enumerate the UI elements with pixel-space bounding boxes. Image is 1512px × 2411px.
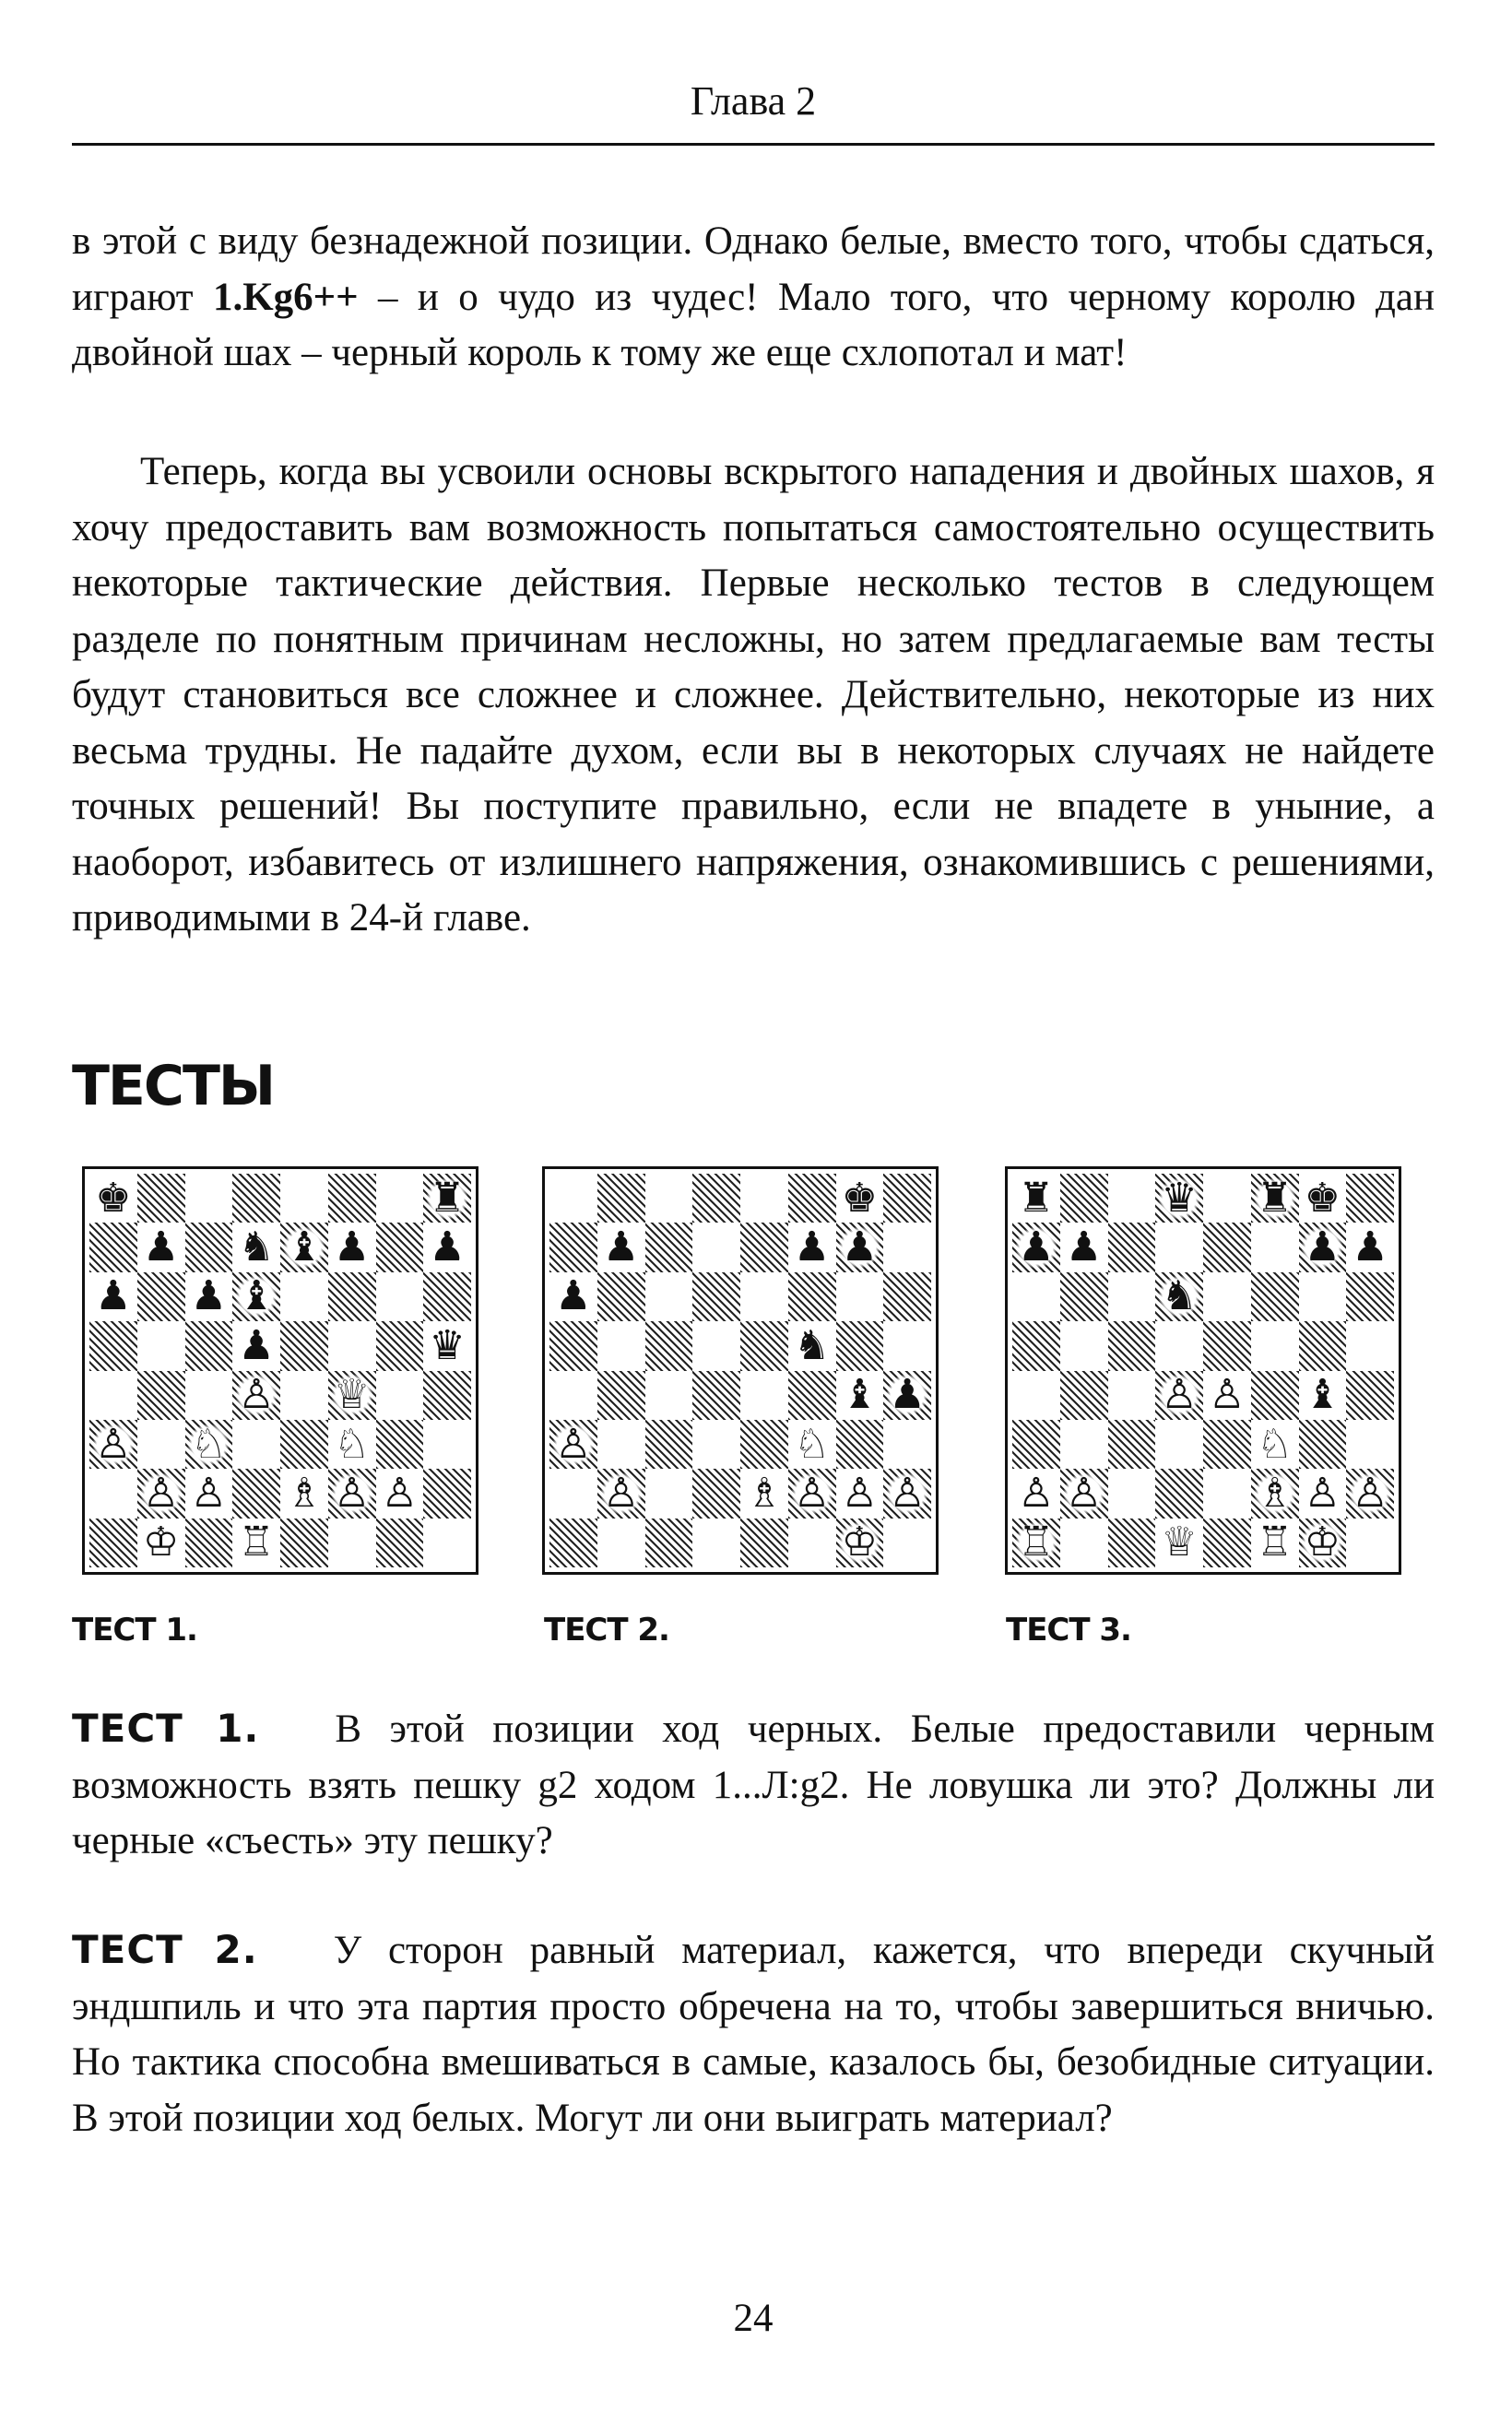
square-c7 bbox=[645, 1223, 693, 1271]
square-a5 bbox=[549, 1321, 597, 1370]
chess-diagram-1 bbox=[82, 1166, 478, 1575]
square-h1 bbox=[1346, 1519, 1394, 1567]
square-e3 bbox=[280, 1420, 328, 1469]
white-pawn-icon: ♙ bbox=[378, 1472, 420, 1515]
square-c5 bbox=[1108, 1321, 1156, 1370]
square-f1 bbox=[1251, 1519, 1299, 1567]
square-e8 bbox=[740, 1174, 788, 1223]
white-pawn-icon: ♙ bbox=[886, 1472, 928, 1515]
square-h8 bbox=[1346, 1174, 1394, 1223]
white-knight-icon: ♘ bbox=[791, 1424, 833, 1466]
white-queen-icon: ♕ bbox=[331, 1374, 373, 1416]
chess-diagram-2 bbox=[542, 1166, 939, 1575]
square-c4 bbox=[185, 1371, 233, 1420]
black-knight-icon: ♞ bbox=[1158, 1275, 1200, 1318]
square-b1 bbox=[1060, 1519, 1108, 1567]
square-a7 bbox=[89, 1223, 137, 1271]
square-e4 bbox=[280, 1371, 328, 1420]
white-pawn-icon: ♙ bbox=[1206, 1374, 1248, 1416]
square-f4 bbox=[788, 1371, 836, 1420]
square-h1 bbox=[883, 1519, 931, 1567]
square-e7 bbox=[280, 1223, 328, 1271]
square-g1 bbox=[376, 1519, 424, 1567]
white-king-icon: ♔ bbox=[838, 1521, 880, 1564]
square-d1 bbox=[232, 1519, 280, 1567]
square-h1 bbox=[423, 1519, 471, 1567]
square-f8 bbox=[328, 1174, 376, 1223]
square-c8 bbox=[645, 1174, 693, 1223]
square-h8 bbox=[883, 1174, 931, 1223]
black-pawn-icon: ♟ bbox=[886, 1374, 928, 1416]
square-g5 bbox=[1299, 1321, 1347, 1370]
square-h3 bbox=[1346, 1420, 1394, 1469]
white-pawn-icon: ♙ bbox=[331, 1472, 373, 1515]
square-f7 bbox=[328, 1223, 376, 1271]
intro-p1-move: 1.Kg6++ bbox=[212, 275, 359, 319]
square-e8 bbox=[1203, 1174, 1251, 1223]
square-g8 bbox=[1299, 1174, 1347, 1223]
white-rook-icon: ♖ bbox=[235, 1521, 278, 1564]
square-d3 bbox=[1155, 1420, 1203, 1469]
white-rook-icon: ♖ bbox=[1254, 1521, 1296, 1564]
square-c3 bbox=[185, 1420, 233, 1469]
square-g4 bbox=[1299, 1371, 1347, 1420]
test-2-text: У сторон равный материал, кажется, что впереди скучный эндшпиль и что эта партия просто обречена на то, чтобы завершиться вничью. Но тактика способна вмешиваться в самые, казалось бы, безобидные ситуации. В этой позиции ход белых. Могут ли они выиграть материал? bbox=[72, 1929, 1435, 2140]
square-e2 bbox=[1203, 1469, 1251, 1518]
black-pawn-icon: ♟ bbox=[426, 1226, 468, 1269]
square-d7 bbox=[232, 1223, 280, 1271]
square-g3 bbox=[376, 1420, 424, 1469]
square-f8 bbox=[788, 1174, 836, 1223]
square-g8 bbox=[376, 1174, 424, 1223]
square-d4 bbox=[232, 1371, 280, 1420]
square-a6 bbox=[549, 1272, 597, 1321]
square-h2 bbox=[423, 1469, 471, 1518]
black-bishop-icon: ♝ bbox=[838, 1374, 880, 1416]
square-a3 bbox=[1012, 1420, 1060, 1469]
black-pawn-icon: ♟ bbox=[1349, 1226, 1391, 1269]
square-h6 bbox=[423, 1272, 471, 1321]
square-b2 bbox=[137, 1469, 185, 1518]
square-d8 bbox=[692, 1174, 740, 1223]
square-e4 bbox=[1203, 1371, 1251, 1420]
test-1-label: ТЕСТ 1. bbox=[72, 1706, 260, 1751]
square-g1 bbox=[836, 1519, 884, 1567]
square-c3 bbox=[645, 1420, 693, 1469]
white-knight-icon: ♘ bbox=[1254, 1424, 1296, 1466]
square-d6 bbox=[692, 1272, 740, 1321]
square-h7 bbox=[883, 1223, 931, 1271]
square-b7 bbox=[1060, 1223, 1108, 1271]
square-g4 bbox=[836, 1371, 884, 1420]
diagram-caption-1: ТЕСТ 1. bbox=[72, 1612, 197, 1649]
square-h3 bbox=[883, 1420, 931, 1469]
square-b3 bbox=[1060, 1420, 1108, 1469]
square-d5 bbox=[692, 1321, 740, 1370]
black-pawn-icon: ♟ bbox=[838, 1226, 880, 1269]
intro-paragraph-2: Теперь, когда вы усвоили основы вскрытого нападения и двойных шахов, я хочу предоставить вам возможность попытаться самостоятельно осуществить некоторые тактические действия. Первые несколько тестов в следующем разделе по понятным причинам несложны, но затем предлагаемые вам тесты будут становиться все сложнее и сложнее. Действительно, некоторые из них весьма трудны. Не падайте духом, если вы в некоторых случаях не найдете точных решений! Вы поступите правильно, если не впадете в уныние, а наоборот, избавитесь от излишнего напряжения, ознакомившись с решениями, приводимыми в 24-й главе. bbox=[72, 450, 1435, 940]
square-d3 bbox=[692, 1420, 740, 1469]
square-f6 bbox=[328, 1272, 376, 1321]
black-rook-icon: ♜ bbox=[1254, 1177, 1296, 1220]
white-pawn-icon: ♙ bbox=[92, 1424, 135, 1466]
square-a4 bbox=[549, 1371, 597, 1420]
black-king-icon: ♚ bbox=[92, 1177, 135, 1220]
white-pawn-icon: ♙ bbox=[600, 1472, 643, 1515]
black-rook-icon: ♜ bbox=[1015, 1177, 1057, 1220]
black-queen-icon: ♛ bbox=[1158, 1177, 1200, 1220]
square-h3 bbox=[423, 1420, 471, 1469]
square-d4 bbox=[1155, 1371, 1203, 1420]
white-king-icon: ♔ bbox=[1301, 1521, 1343, 1564]
white-pawn-icon: ♙ bbox=[235, 1374, 278, 1416]
square-e5 bbox=[280, 1321, 328, 1370]
running-header: Глава 2 bbox=[690, 78, 817, 124]
square-e6 bbox=[1203, 1272, 1251, 1321]
square-a6 bbox=[1012, 1272, 1060, 1321]
square-b5 bbox=[1060, 1321, 1108, 1370]
square-c2 bbox=[1108, 1469, 1156, 1518]
board-grid-2 bbox=[549, 1174, 931, 1567]
square-c8 bbox=[185, 1174, 233, 1223]
board-grid-1 bbox=[89, 1174, 471, 1567]
white-knight-icon: ♘ bbox=[331, 1424, 373, 1466]
black-pawn-icon: ♟ bbox=[140, 1226, 183, 1269]
square-e2 bbox=[740, 1469, 788, 1518]
square-f6 bbox=[1251, 1272, 1299, 1321]
square-e1 bbox=[280, 1519, 328, 1567]
square-c7 bbox=[1108, 1223, 1156, 1271]
square-b7 bbox=[137, 1223, 185, 1271]
square-f7 bbox=[1251, 1223, 1299, 1271]
square-f2 bbox=[1251, 1469, 1299, 1518]
square-d6 bbox=[232, 1272, 280, 1321]
square-e1 bbox=[1203, 1519, 1251, 1567]
chess-diagram-3 bbox=[1005, 1166, 1401, 1575]
square-f3 bbox=[1251, 1420, 1299, 1469]
square-g6 bbox=[1299, 1272, 1347, 1321]
square-a8 bbox=[549, 1174, 597, 1223]
black-knight-icon: ♞ bbox=[791, 1325, 833, 1367]
square-f3 bbox=[788, 1420, 836, 1469]
black-king-icon: ♚ bbox=[838, 1177, 880, 1220]
square-c6 bbox=[185, 1272, 233, 1321]
header-rule bbox=[72, 143, 1435, 146]
square-e2 bbox=[280, 1469, 328, 1518]
square-f5 bbox=[328, 1321, 376, 1370]
black-bishop-icon: ♝ bbox=[1301, 1374, 1343, 1416]
square-h4 bbox=[423, 1371, 471, 1420]
black-pawn-icon: ♟ bbox=[92, 1275, 135, 1318]
square-d3 bbox=[232, 1420, 280, 1469]
square-f8 bbox=[1251, 1174, 1299, 1223]
white-bishop-icon: ♗ bbox=[283, 1472, 325, 1515]
square-g6 bbox=[376, 1272, 424, 1321]
square-a2 bbox=[1012, 1469, 1060, 1518]
square-e5 bbox=[740, 1321, 788, 1370]
square-d1 bbox=[1155, 1519, 1203, 1567]
square-a8 bbox=[89, 1174, 137, 1223]
square-f5 bbox=[788, 1321, 836, 1370]
black-pawn-icon: ♟ bbox=[1301, 1226, 1343, 1269]
square-b4 bbox=[597, 1371, 645, 1420]
square-a6 bbox=[89, 1272, 137, 1321]
square-g1 bbox=[1299, 1519, 1347, 1567]
square-c5 bbox=[185, 1321, 233, 1370]
white-bishop-icon: ♗ bbox=[743, 1472, 786, 1515]
black-pawn-icon: ♟ bbox=[331, 1226, 373, 1269]
test-1-paragraph bbox=[72, 1701, 1435, 1870]
square-c2 bbox=[185, 1469, 233, 1518]
square-b6 bbox=[597, 1272, 645, 1321]
white-knight-icon: ♘ bbox=[187, 1424, 230, 1466]
square-h2 bbox=[883, 1469, 931, 1518]
square-h2 bbox=[1346, 1469, 1394, 1518]
square-d5 bbox=[1155, 1321, 1203, 1370]
square-f5 bbox=[1251, 1321, 1299, 1370]
square-f4 bbox=[328, 1371, 376, 1420]
square-a3 bbox=[549, 1420, 597, 1469]
square-d4 bbox=[692, 1371, 740, 1420]
square-c6 bbox=[1108, 1272, 1156, 1321]
test-1-text: В этой позиции ход черных. Белые предоставили черным возможность взять пешку g2 ходом 1...Л:g2. Не ловушка ли это? Должны ли черные «съесть» эту пешку? bbox=[72, 1708, 1435, 1862]
square-b5 bbox=[597, 1321, 645, 1370]
square-b3 bbox=[597, 1420, 645, 1469]
white-king-icon: ♔ bbox=[140, 1521, 183, 1564]
square-e3 bbox=[1203, 1420, 1251, 1469]
page-number: 24 bbox=[733, 2297, 774, 2340]
square-e4 bbox=[740, 1371, 788, 1420]
white-pawn-icon: ♙ bbox=[791, 1472, 833, 1515]
square-a5 bbox=[1012, 1321, 1060, 1370]
square-h8 bbox=[423, 1174, 471, 1223]
square-f7 bbox=[788, 1223, 836, 1271]
square-c8 bbox=[1108, 1174, 1156, 1223]
square-f2 bbox=[788, 1469, 836, 1518]
board-grid-3 bbox=[1012, 1174, 1394, 1567]
square-c5 bbox=[645, 1321, 693, 1370]
test-2-label: ТЕСТ 2. bbox=[72, 1927, 258, 1972]
square-a2 bbox=[89, 1469, 137, 1518]
square-h5 bbox=[423, 1321, 471, 1370]
diagram-caption-3: ТЕСТ 3. bbox=[1006, 1612, 1131, 1649]
white-bishop-icon: ♗ bbox=[1254, 1472, 1296, 1515]
square-f4 bbox=[1251, 1371, 1299, 1420]
square-a5 bbox=[89, 1321, 137, 1370]
square-a1 bbox=[89, 1519, 137, 1567]
diagram-caption-2: ТЕСТ 2. bbox=[544, 1612, 669, 1649]
square-e6 bbox=[740, 1272, 788, 1321]
square-c2 bbox=[645, 1469, 693, 1518]
square-a2 bbox=[549, 1469, 597, 1518]
black-pawn-icon: ♟ bbox=[1063, 1226, 1105, 1269]
black-pawn-icon: ♟ bbox=[552, 1275, 595, 1318]
white-pawn-icon: ♙ bbox=[140, 1472, 183, 1515]
square-a1 bbox=[549, 1519, 597, 1567]
white-pawn-icon: ♙ bbox=[838, 1472, 880, 1515]
square-b4 bbox=[1060, 1371, 1108, 1420]
white-pawn-icon: ♙ bbox=[1158, 1374, 1200, 1416]
square-f1 bbox=[328, 1519, 376, 1567]
black-pawn-icon: ♟ bbox=[187, 1275, 230, 1318]
black-queen-icon: ♛ bbox=[426, 1325, 468, 1367]
white-pawn-icon: ♙ bbox=[187, 1472, 230, 1515]
square-g7 bbox=[1299, 1223, 1347, 1271]
square-d8 bbox=[1155, 1174, 1203, 1223]
white-pawn-icon: ♙ bbox=[1063, 1472, 1105, 1515]
square-d7 bbox=[1155, 1223, 1203, 1271]
square-a4 bbox=[89, 1371, 137, 1420]
square-g7 bbox=[376, 1223, 424, 1271]
square-e3 bbox=[740, 1420, 788, 1469]
square-a4 bbox=[1012, 1371, 1060, 1420]
square-a1 bbox=[1012, 1519, 1060, 1567]
square-e1 bbox=[740, 1519, 788, 1567]
square-b2 bbox=[1060, 1469, 1108, 1518]
square-a7 bbox=[1012, 1223, 1060, 1271]
square-c6 bbox=[645, 1272, 693, 1321]
square-f2 bbox=[328, 1469, 376, 1518]
square-h7 bbox=[1346, 1223, 1394, 1271]
black-pawn-icon: ♟ bbox=[600, 1226, 643, 1269]
white-pawn-icon: ♙ bbox=[1301, 1472, 1343, 1515]
square-c1 bbox=[645, 1519, 693, 1567]
square-b8 bbox=[1060, 1174, 1108, 1223]
test-2-paragraph bbox=[72, 1922, 1435, 2146]
square-h4 bbox=[1346, 1371, 1394, 1420]
black-knight-icon: ♞ bbox=[235, 1226, 278, 1269]
square-g5 bbox=[836, 1321, 884, 1370]
square-h7 bbox=[423, 1223, 471, 1271]
square-e5 bbox=[1203, 1321, 1251, 1370]
square-b1 bbox=[137, 1519, 185, 1567]
square-d7 bbox=[692, 1223, 740, 1271]
square-d1 bbox=[692, 1519, 740, 1567]
square-c1 bbox=[185, 1519, 233, 1567]
square-a8 bbox=[1012, 1174, 1060, 1223]
square-d5 bbox=[232, 1321, 280, 1370]
square-g3 bbox=[836, 1420, 884, 1469]
black-pawn-icon: ♟ bbox=[1015, 1226, 1057, 1269]
square-b8 bbox=[137, 1174, 185, 1223]
white-pawn-icon: ♙ bbox=[1015, 1472, 1057, 1515]
black-bishop-icon: ♝ bbox=[235, 1275, 278, 1318]
white-pawn-icon: ♙ bbox=[552, 1424, 595, 1466]
square-f1 bbox=[788, 1519, 836, 1567]
square-f6 bbox=[788, 1272, 836, 1321]
square-b6 bbox=[137, 1272, 185, 1321]
square-b4 bbox=[137, 1371, 185, 1420]
square-c4 bbox=[1108, 1371, 1156, 1420]
square-e7 bbox=[1203, 1223, 1251, 1271]
square-h6 bbox=[883, 1272, 931, 1321]
square-d2 bbox=[1155, 1469, 1203, 1518]
intro-p1-after: – и о чудо из чудес! Мало того, что черному королю дан двойной шах – черный король к тому же еще схлопотал и мат! bbox=[72, 275, 1435, 374]
square-c1 bbox=[1108, 1519, 1156, 1567]
square-g2 bbox=[376, 1469, 424, 1518]
square-h4 bbox=[883, 1371, 931, 1420]
square-h5 bbox=[1346, 1321, 1394, 1370]
intro-paragraph-1 bbox=[72, 214, 1435, 382]
square-e6 bbox=[280, 1272, 328, 1321]
intro-p1-before: в этой с виду безнадежной позиции. Однако белые, вместо того, чтобы сдаться, играют bbox=[72, 219, 1435, 319]
square-b8 bbox=[597, 1174, 645, 1223]
square-h5 bbox=[883, 1321, 931, 1370]
white-pawn-icon: ♙ bbox=[1349, 1472, 1391, 1515]
square-e8 bbox=[280, 1174, 328, 1223]
square-b6 bbox=[1060, 1272, 1108, 1321]
square-g3 bbox=[1299, 1420, 1347, 1469]
white-rook-icon: ♖ bbox=[1015, 1521, 1057, 1564]
square-g5 bbox=[376, 1321, 424, 1370]
square-b5 bbox=[137, 1321, 185, 1370]
square-g2 bbox=[1299, 1469, 1347, 1518]
square-b3 bbox=[137, 1420, 185, 1469]
square-g7 bbox=[836, 1223, 884, 1271]
black-bishop-icon: ♝ bbox=[283, 1226, 325, 1269]
white-queen-icon: ♕ bbox=[1158, 1521, 1200, 1564]
square-g8 bbox=[836, 1174, 884, 1223]
black-pawn-icon: ♟ bbox=[791, 1226, 833, 1269]
square-b1 bbox=[597, 1519, 645, 1567]
square-b2 bbox=[597, 1469, 645, 1518]
square-h6 bbox=[1346, 1272, 1394, 1321]
square-a7 bbox=[549, 1223, 597, 1271]
section-title: ТЕСТЫ bbox=[72, 1054, 275, 1118]
square-c3 bbox=[1108, 1420, 1156, 1469]
square-c7 bbox=[185, 1223, 233, 1271]
square-d2 bbox=[232, 1469, 280, 1518]
square-g2 bbox=[836, 1469, 884, 1518]
square-g4 bbox=[376, 1371, 424, 1420]
square-a3 bbox=[89, 1420, 137, 1469]
square-g6 bbox=[836, 1272, 884, 1321]
square-d2 bbox=[692, 1469, 740, 1518]
square-e7 bbox=[740, 1223, 788, 1271]
square-d6 bbox=[1155, 1272, 1203, 1321]
square-b7 bbox=[597, 1223, 645, 1271]
black-pawn-icon: ♟ bbox=[235, 1325, 278, 1367]
square-f3 bbox=[328, 1420, 376, 1469]
black-king-icon: ♚ bbox=[1301, 1177, 1343, 1220]
square-c4 bbox=[645, 1371, 693, 1420]
black-rook-icon: ♜ bbox=[426, 1177, 468, 1220]
square-d8 bbox=[232, 1174, 280, 1223]
